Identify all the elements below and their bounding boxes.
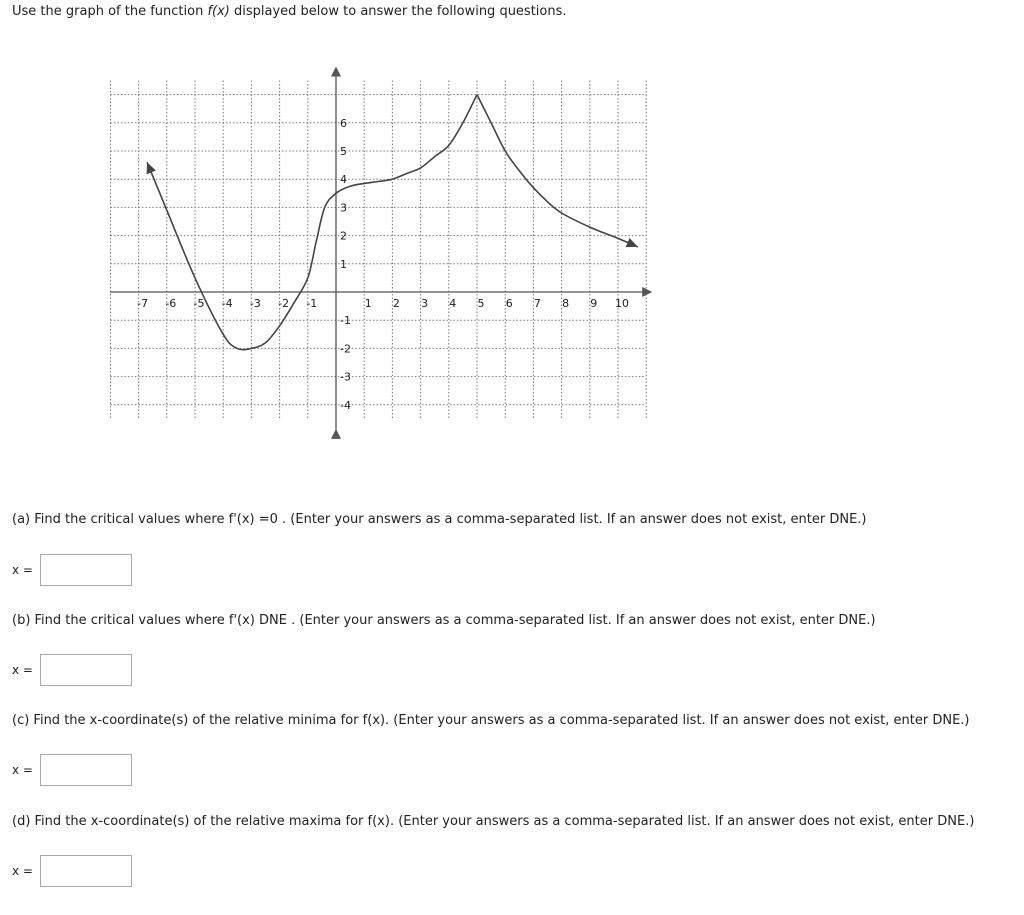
y-tick-label: 3 [340, 201, 347, 215]
answer-a-input[interactable] [40, 554, 132, 586]
answer-row-d [12, 853, 132, 889]
answer-b-label: x = [12, 663, 33, 677]
y-tick-label: -1 [340, 314, 351, 328]
answer-c-label: x = [12, 763, 33, 777]
answer-row-c [12, 752, 132, 788]
x-tick-label: 1 [364, 297, 372, 310]
question-d-text: (d) Find the x-coordinate(s) of the relative maxima for f(x). (Enter your answers as a comma-separated list. If an answer does not exist, enter DNE.) [12, 814, 975, 829]
grid [110, 81, 646, 419]
y-tick-label: 5 [340, 145, 347, 158]
answer-row-b [12, 652, 132, 688]
x-tick-label: -5 [193, 297, 205, 310]
y-tick-label: 2 [340, 229, 347, 243]
x-tick-label: 6 [505, 297, 513, 310]
instructions-after: displayed below to answer the following questions. [229, 4, 567, 19]
x-tick-label: 3 [421, 297, 429, 310]
y-tick-label: 4 [340, 173, 347, 187]
y-tick-label: -2 [340, 342, 351, 356]
x-tick-label: -6 [165, 297, 177, 310]
answer-d-input[interactable] [40, 855, 132, 887]
x-tick-label: 2 [392, 297, 400, 310]
question-c-text: (c) Find the x-coordinate(s) of the relative minima for f(x). (Enter your answers as a comma-separated list. If an answer does not exist, enter DNE.) [12, 713, 970, 728]
function-curve-left [147, 95, 477, 350]
answer-a-label: x = [12, 563, 33, 577]
x-tick-label: -4 [221, 297, 233, 310]
function-graph [110, 34, 670, 470]
x-tick-label: 9 [590, 297, 598, 310]
answer-c-input[interactable] [40, 754, 132, 786]
x-tick-label: 5 [477, 297, 485, 310]
y-tick-label: -4 [340, 398, 351, 412]
graph-svg [110, 34, 670, 470]
question-a-text: (a) Find the critical values where f'(x) =0 . (Enter your answers as a comma-separated list. If an answer does not exist, enter DNE.) [12, 512, 867, 527]
instructions-text [12, 4, 567, 20]
answer-b-input[interactable] [40, 654, 132, 686]
answer-d-label: x = [12, 864, 33, 878]
y-tick-label: -3 [340, 370, 351, 384]
instructions-before: Use the graph of the function [12, 4, 208, 19]
question-b-text: (b) Find the critical values where f'(x) DNE . (Enter your answers as a comma-separated list. If an answer does not exist, enter DNE.) [12, 613, 876, 628]
x-tick-label: -1 [306, 297, 318, 310]
x-tick-label: 8 [562, 297, 570, 310]
curve-layer [147, 95, 638, 350]
x-tick-label: -7 [137, 297, 149, 310]
x-tick-label: 7 [533, 297, 541, 310]
x-tick-label: -2 [278, 297, 290, 310]
x-tick-label: -3 [249, 297, 261, 310]
y-tick-label: 6 [340, 116, 347, 130]
answer-row-a [12, 552, 132, 588]
function-name: f(x) [207, 4, 230, 19]
x-tick-label: 10 [615, 297, 629, 310]
y-tick-label: 1 [340, 257, 347, 271]
function-curve-right [477, 95, 638, 247]
x-tick-label: 4 [449, 297, 457, 310]
